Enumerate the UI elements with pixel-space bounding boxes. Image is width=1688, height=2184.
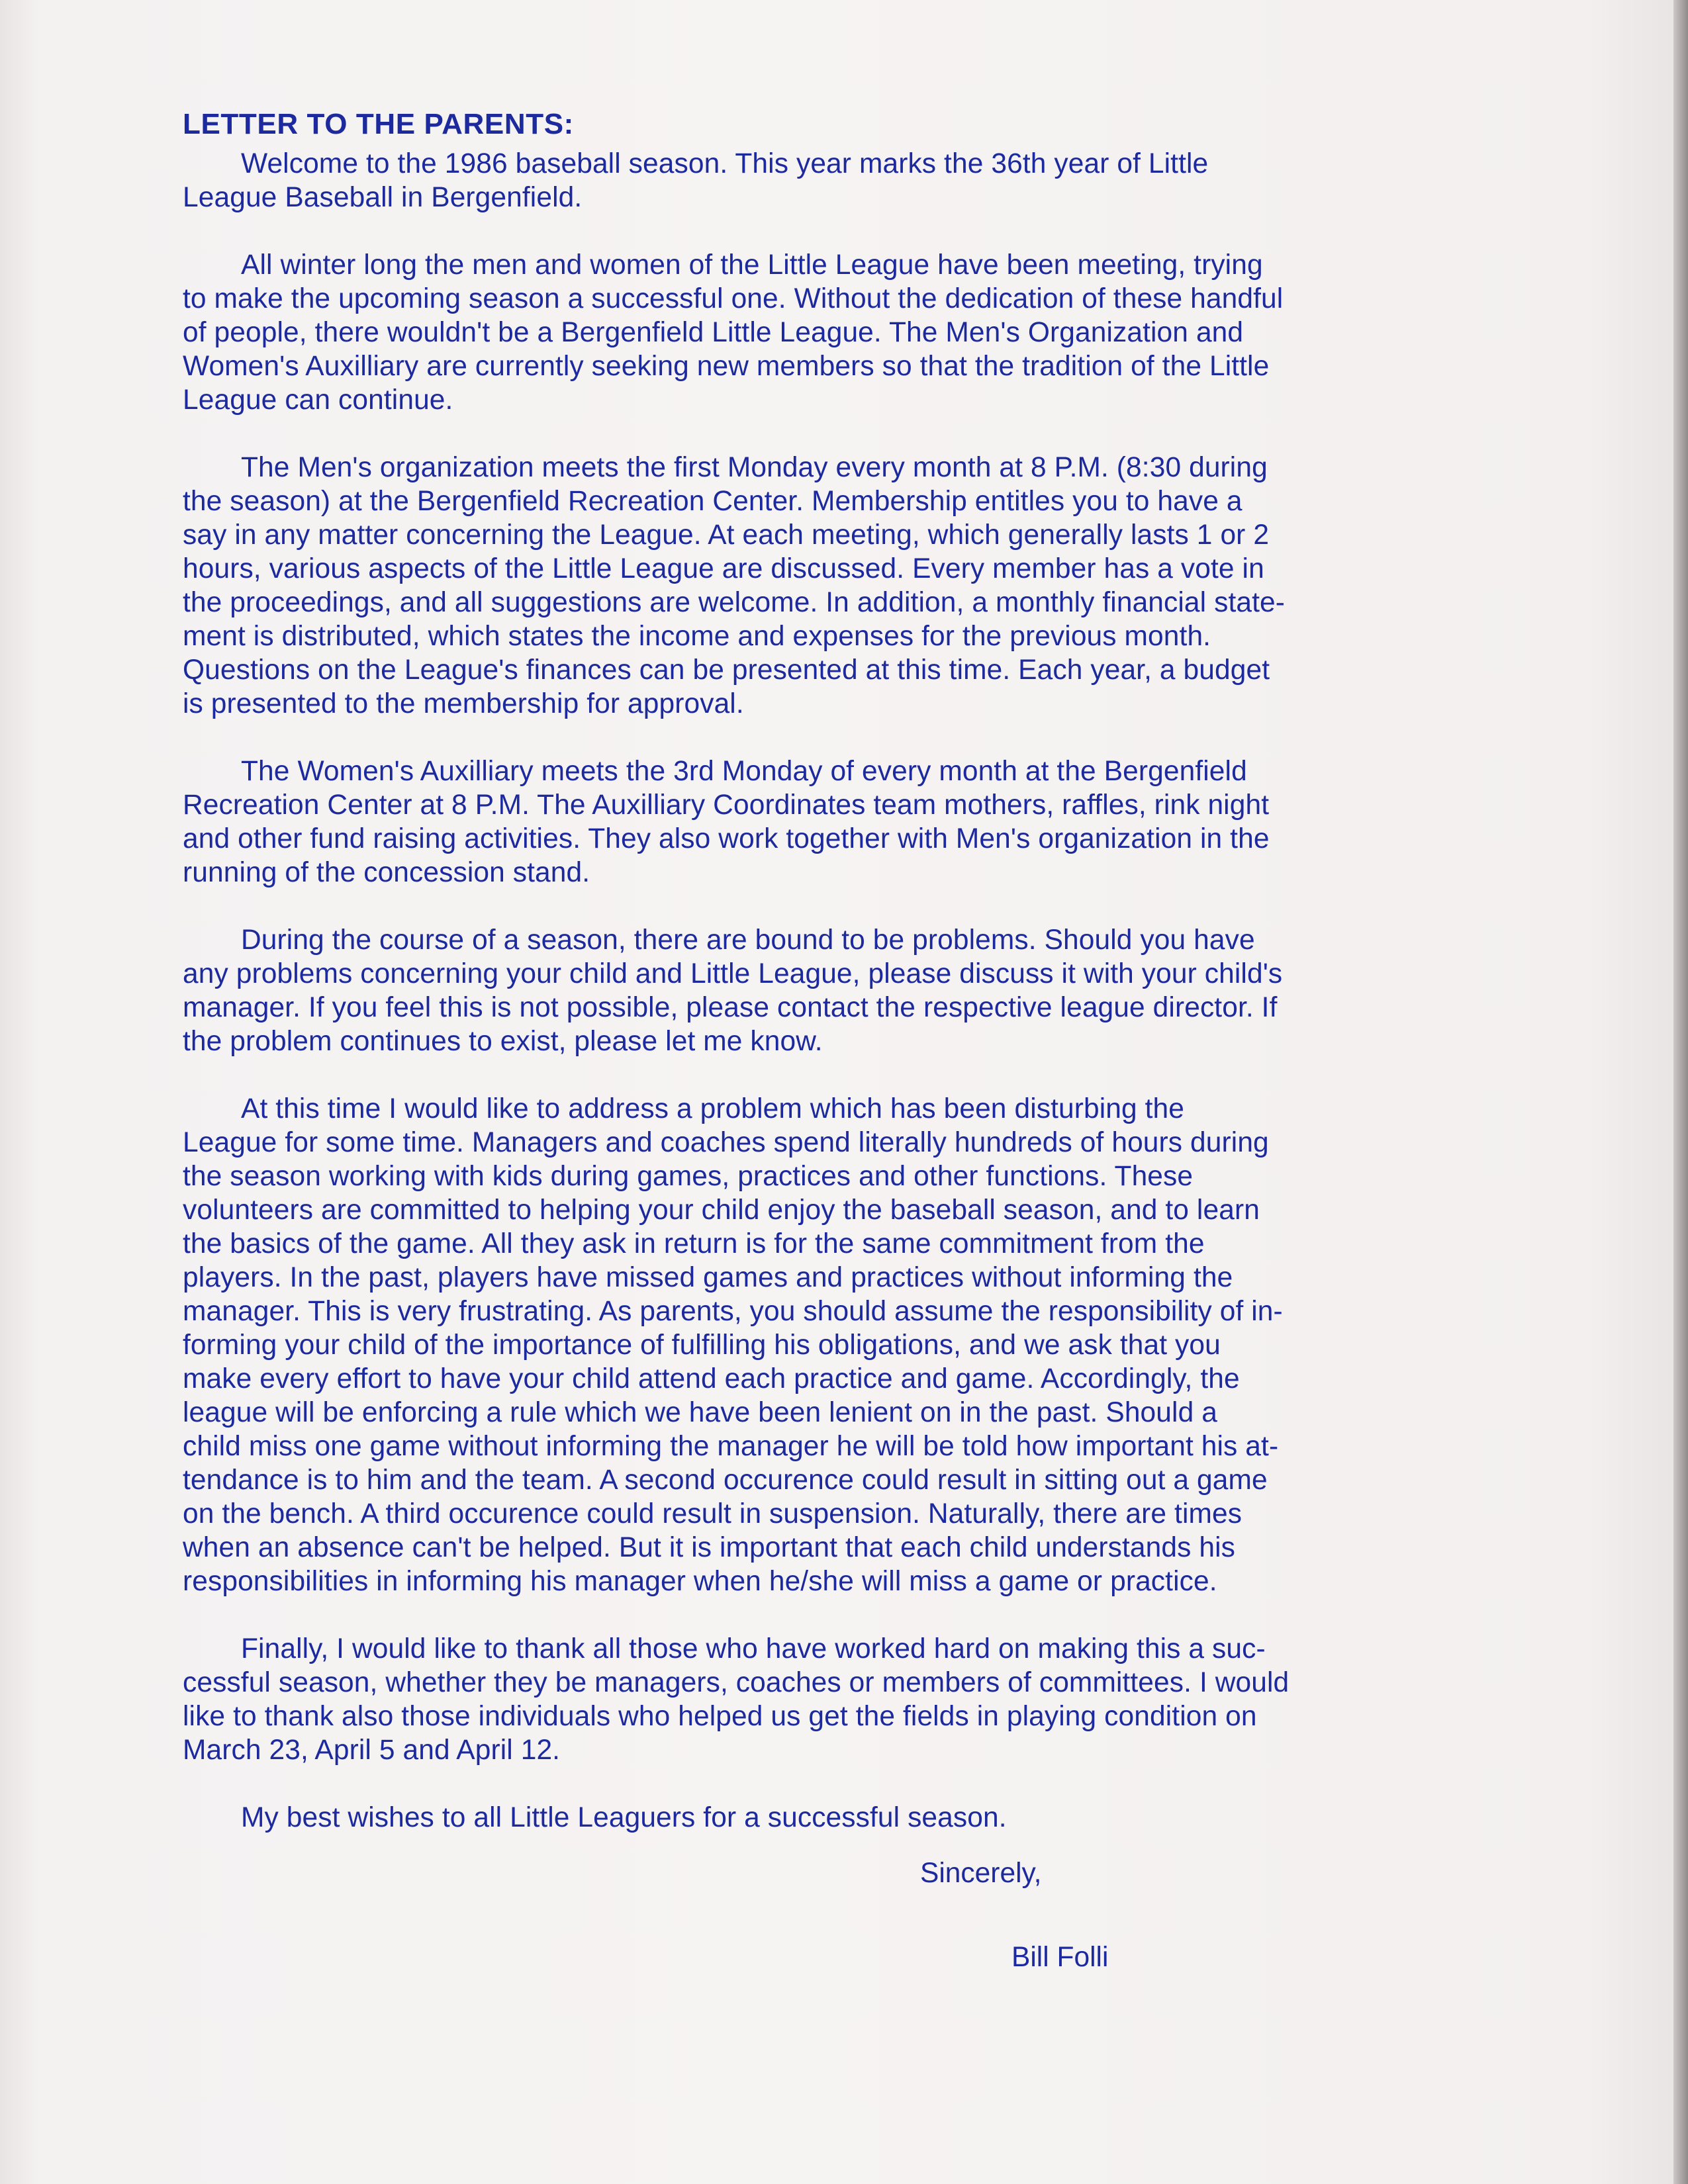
- paragraph-welcome: Welcome to the 1986 baseball season. This year marks the 36th year of Little League Baseball in Bergenfield.: [183, 148, 1209, 213]
- paragraph-winter-meetings: All winter long the men and women of the Little League have been meeting, trying to make the upcoming season a successful one. Without the dedication of these handful of people, there wouldn't be a Bergenfield Little League. The Men's Organization and Women's Auxilliary are currently seeking new members so that the tradition of the Little League can continue.: [183, 250, 1284, 416]
- letter-body: [183, 106, 1434, 1854]
- paragraph-mens-organization: The Men's organization meets the first Monday every month at 8 P.M. (8:30 during the season) at the Bergenfield Recreation Center. Membership entitles you to have a say in any matter concerning the League. At each meeting, which generally lasts 1 or 2 hours, various aspects of the Little League are discussed. Every member has a vote in the proceedings, and all suggestions are welcome. In addition, a monthly financial state- ment is distributed, which states the income and expenses for the previous month. Questions on the League's finances can be presented at this time. Each year, a budget is presented to the membership for approval.: [183, 452, 1286, 719]
- signature-name: Bill Folli: [1011, 1942, 1109, 1973]
- paragraph-attendance: At this time I would like to address a problem which has been disturbing the League for some time. Managers and coaches spend literally hundreds of hours during the season working with kids during games, practices and other functions. These volunteers are committed to helping your child enjoy the baseball season, and to learn the basics of the game. All they ask in return is for the same commitment from the players. In the past, players have missed games and practices without informing the manager. This is very frustrating. As parents, you should assume the responsibility of in- forming your child of the importance of fulfilling his obligations, and we ask that you make every effort to have your child attend each practice and game. Accordingly, the league will be enforcing a rule which we have been lenient on in the past. Should a child miss one game without informing the manager he will be told how important his at- tendance is to him and the team. A second occurence could result in sitting out a game on the bench. A third occurence could result in suspension. Naturally, there are times when an absence can't be helped. But it is important that each child understands his responsibilities in informing his manager when he/she will miss a game or practice.: [183, 1093, 1283, 1597]
- page-spine-edge: [1673, 0, 1688, 2184]
- paragraph-problems: During the course of a season, there are bound to be problems. Should you have any problems concerning your child and Little League, please discuss it with your child's manager. If you feel this is not possible, please contact the respective league director. If the problem continues to exist, please let me know.: [183, 925, 1283, 1057]
- paragraph-womens-auxilliary: The Women's Auxilliary meets the 3rd Monday of every month at the Bergenfield Recreation Center at 8 P.M. The Auxilliary Coordinates team mothers, raffles, rink night and other fund raising activities. They also work together with Men's organization in the running of the concession stand.: [183, 756, 1270, 888]
- paragraph-thanks: Finally, I would like to thank all those who have worked hard on making this a suc- cessful season, whether they be managers, coaches or members of committees. I would like to thank also those individuals who helped us get the fields in playing condition on March 23, April 5 and April 12.: [183, 1633, 1289, 1766]
- paragraph-best-wishes: My best wishes to all Little Leaguers for a successful season.: [241, 1802, 1007, 1833]
- closing-sincerely: Sincerely,: [920, 1858, 1042, 1889]
- letter-heading: LETTER TO THE PARENTS:: [183, 108, 574, 140]
